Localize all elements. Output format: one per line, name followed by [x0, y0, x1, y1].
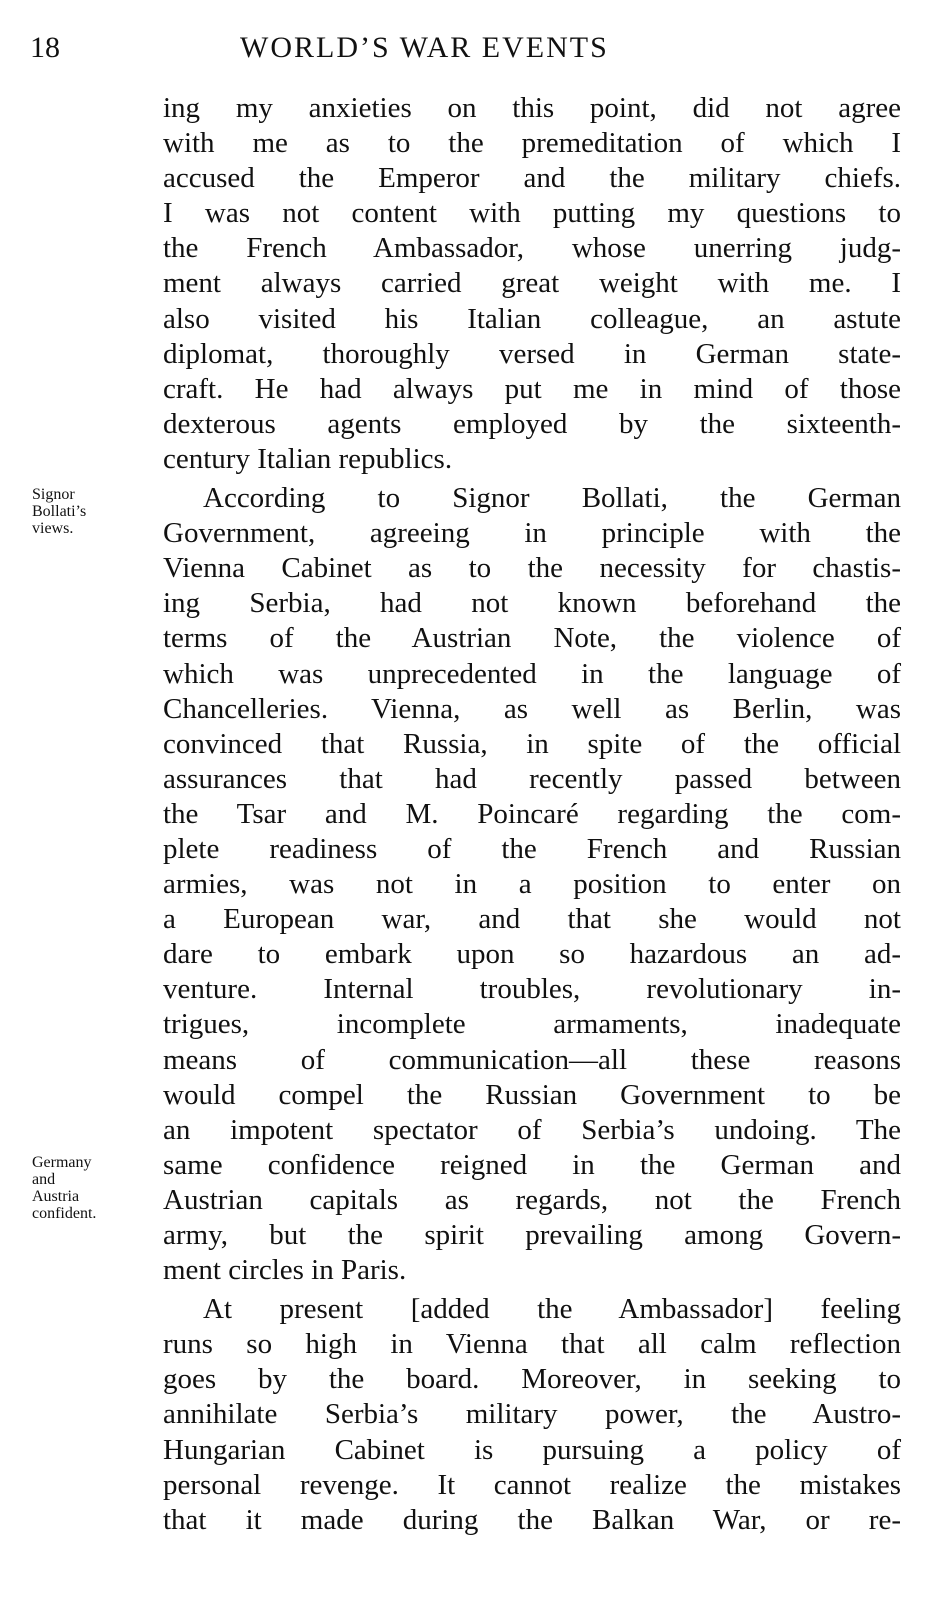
text-line: Chancelleries. Vienna, as well as Berlin, was	[163, 692, 901, 725]
text-line: ing my anxieties on this point, did not agree	[163, 92, 901, 124]
sidenote-line: and	[32, 1171, 56, 1188]
sidenote-line: views.	[32, 520, 74, 537]
text-line: goes by the board. Moreover, in seeking to	[163, 1363, 901, 1396]
text-line: trigues, incomplete armaments, inadequate	[163, 1008, 901, 1041]
sidenote-line: confident.	[32, 1205, 97, 1222]
text-line: ment circles in Paris.	[163, 1254, 407, 1287]
text-line: means of communication—all these reasons	[163, 1043, 901, 1076]
text-line: dexterous agents employed by the sixteenth-	[163, 407, 901, 440]
text-line: diplomat, thoroughly versed in German state-	[163, 337, 901, 370]
text-line: Government, agreeing in principle with the	[163, 517, 901, 550]
text-line: dare to embark upon so hazardous an ad-	[163, 938, 901, 971]
text-line: the French Ambassador, whose unerring judg-	[163, 232, 901, 265]
sidenote-line: Signor	[32, 486, 75, 503]
text-line: same confidence reigned in the German and	[163, 1148, 901, 1181]
page-number: 18	[30, 31, 60, 64]
text-line: a European war, and that she would not	[163, 903, 901, 936]
text-line: Vienna Cabinet as to the necessity for chastis-	[163, 552, 901, 585]
text-line: army, but the spirit prevailing among Govern-	[163, 1219, 901, 1251]
text-line: would compel the Russian Government to be	[163, 1078, 901, 1111]
running-title: WORLD’S WAR EVENTS	[240, 31, 609, 64]
text-line: ment always carried great weight with me. I	[163, 267, 901, 300]
text-line: assurances that had recently passed between	[163, 762, 901, 795]
text-line: annihilate Serbia’s military power, the Austro-	[163, 1398, 901, 1431]
text-line: plete readiness of the French and Russian	[163, 832, 901, 865]
text-line: the Tsar and M. Poincaré regarding the com-	[163, 797, 901, 830]
text-line: Austrian capitals as regards, not the French	[163, 1183, 901, 1216]
text-line: which was unprecedented in the language of	[163, 657, 901, 690]
text-line: runs so high in Vienna that all calm reflection	[163, 1328, 901, 1361]
body-text	[163, 91, 901, 1538]
text-line: that it made during the Balkan War, or re-	[163, 1503, 901, 1536]
sidenote-line: Bollati’s	[32, 503, 87, 520]
text-line: personal revenge. It cannot realize the mistakes	[163, 1468, 901, 1501]
text-line: an impotent spectator of Serbia’s undoing. The	[163, 1113, 901, 1146]
text-line: armies, was not in a position to enter on	[163, 868, 901, 901]
text-line: According to Signor Bollati, the German	[203, 482, 901, 515]
text-line: craft. He had always put me in mind of those	[163, 372, 901, 405]
sidenote-germany-austria-confident	[32, 1154, 162, 1222]
page-header	[0, 30, 950, 70]
sidenote-line: Austria	[32, 1188, 80, 1205]
sidenote-line: Germany	[32, 1154, 92, 1171]
text-line: with me as to the premeditation of which I	[163, 127, 901, 160]
text-line: Hungarian Cabinet is pursuing a policy of	[163, 1433, 901, 1466]
text-line: convinced that Russia, in spite of the official	[163, 727, 901, 760]
sidenote-bollati-views	[32, 486, 162, 537]
text-line: terms of the Austrian Note, the violence of	[163, 622, 901, 655]
text-line: century Italian republics.	[163, 442, 453, 475]
text-line: ing Serbia, had not known beforehand the	[163, 587, 901, 620]
text-line: I was not content with putting my questions to	[163, 197, 901, 230]
text-line: also visited his Italian colleague, an astute	[163, 302, 901, 335]
text-line: accused the Emperor and the military chiefs.	[163, 162, 901, 195]
text-line: venture. Internal troubles, revolutionary in-	[163, 973, 901, 1006]
text-line: At present [added the Ambassador] feeling	[203, 1293, 901, 1326]
